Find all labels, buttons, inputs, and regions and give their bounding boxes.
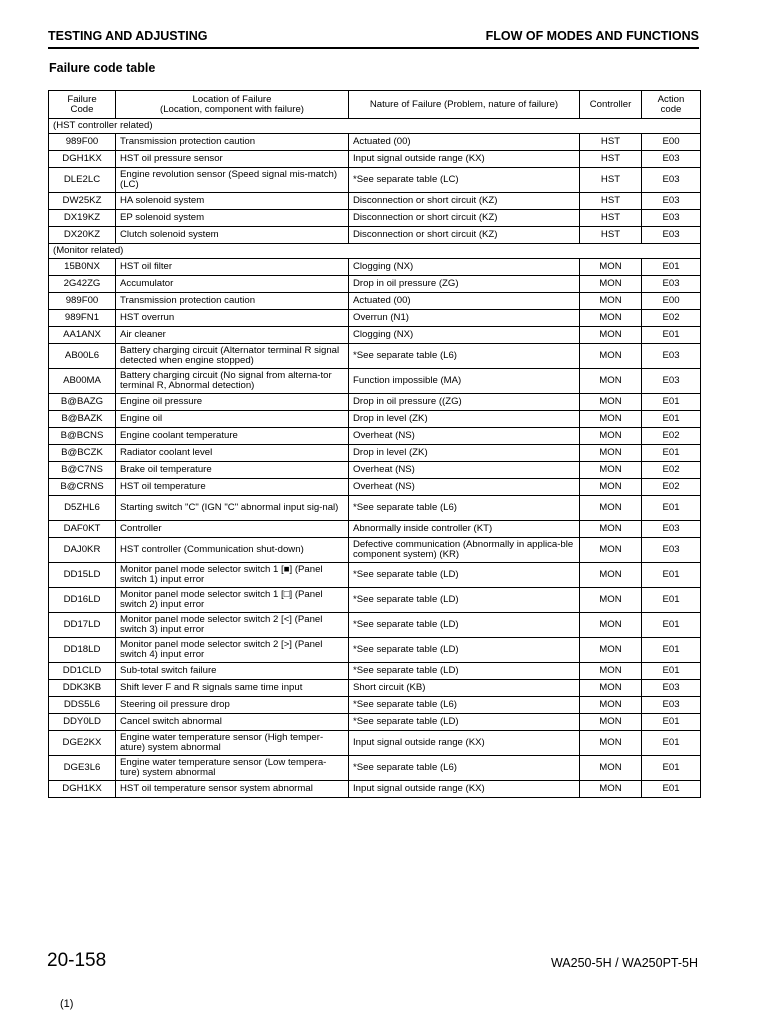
controller-cell: MON: [580, 697, 642, 714]
action-code-cell: E03: [642, 168, 701, 193]
nature-cell: Actuated (00): [349, 293, 580, 310]
group-label: (Monitor related): [49, 244, 701, 259]
table-row: [49, 521, 701, 538]
nature-cell: Actuated (00): [349, 134, 580, 151]
failure-code-cell: AB00MA: [49, 369, 116, 394]
controller-cell: MON: [580, 462, 642, 479]
action-code-cell: E02: [642, 479, 701, 496]
nature-cell: *See separate table (L6): [349, 697, 580, 714]
nature-cell: Drop in level (ZK): [349, 411, 580, 428]
table-row: [49, 193, 701, 210]
location-cell: HST overrun: [116, 310, 349, 327]
table-row: [49, 496, 701, 521]
action-code-cell: E03: [642, 538, 701, 563]
location-cell: Transmission protection caution: [116, 293, 349, 310]
failure-code-cell: B@BAZK: [49, 411, 116, 428]
location-cell: Starting switch "C" (IGN "C" abnormal input sig-nal): [116, 496, 349, 521]
failure-code-cell: DX19KZ: [49, 210, 116, 227]
table-row: [49, 680, 701, 697]
controller-cell: MON: [580, 538, 642, 563]
failure-code-cell: D5ZHL6: [49, 496, 116, 521]
model-name: WA250-5H / WA250PT-5H: [550, 956, 698, 970]
nature-cell: Input signal outside range (KX): [349, 151, 580, 168]
failure-code-cell: DD16LD: [49, 588, 116, 613]
location-cell: HST oil filter: [116, 259, 349, 276]
nature-cell: *See separate table (L6): [349, 756, 580, 781]
table-row: [49, 259, 701, 276]
failure-code-cell: B@C7NS: [49, 462, 116, 479]
table-row: [49, 394, 701, 411]
controller-cell: HST: [580, 210, 642, 227]
failure-code-cell: 2G42ZG: [49, 276, 116, 293]
location-cell: Engine oil pressure: [116, 394, 349, 411]
nature-cell: Overheat (NS): [349, 462, 580, 479]
location-cell: Monitor panel mode selector switch 1 [■] (Panel switch 1) input error: [116, 563, 349, 588]
action-code-cell: E01: [642, 714, 701, 731]
table-row: [49, 168, 701, 193]
table-row: [49, 613, 701, 638]
table-row: [49, 697, 701, 714]
action-code-cell: E03: [642, 151, 701, 168]
failure-code-cell: B@CRNS: [49, 479, 116, 496]
nature-cell: Overheat (NS): [349, 479, 580, 496]
failure-code-cell: DD15LD: [49, 563, 116, 588]
table-row: [49, 134, 701, 151]
controller-cell: HST: [580, 168, 642, 193]
nature-cell: Disconnection or short circuit (KZ): [349, 210, 580, 227]
failure-code-cell: DAF0KT: [49, 521, 116, 538]
controller-cell: MON: [580, 731, 642, 756]
table-row: [49, 731, 701, 756]
column-header-failure-code: Failure Code: [49, 91, 116, 119]
action-code-cell: E02: [642, 310, 701, 327]
table-row: [49, 227, 701, 244]
header-rule: [48, 47, 699, 49]
controller-cell: MON: [580, 479, 642, 496]
failure-code-cell: DGE2KX: [49, 731, 116, 756]
action-code-cell: E02: [642, 428, 701, 445]
location-cell: HST oil temperature: [116, 479, 349, 496]
revision-number: (1): [60, 998, 74, 1010]
action-code-cell: E03: [642, 210, 701, 227]
failure-code-cell: DDK3KB: [49, 680, 116, 697]
action-code-cell: E01: [642, 756, 701, 781]
action-code-cell: E01: [642, 327, 701, 344]
failure-code-cell: DD17LD: [49, 613, 116, 638]
column-header-action-code: Action code: [642, 91, 701, 119]
header-section-name: TESTING AND ADJUSTING: [48, 29, 208, 43]
controller-cell: MON: [580, 680, 642, 697]
nature-cell: Short circuit (KB): [349, 680, 580, 697]
failure-code-cell: B@BCZK: [49, 445, 116, 462]
failure-code-cell: B@BAZG: [49, 394, 116, 411]
controller-cell: HST: [580, 134, 642, 151]
table-body: [49, 119, 701, 798]
controller-cell: MON: [580, 310, 642, 327]
failure-code-cell: DD1CLD: [49, 663, 116, 680]
nature-cell: Input signal outside range (KX): [349, 731, 580, 756]
location-cell: Engine oil: [116, 411, 349, 428]
nature-cell: Function impossible (MA): [349, 369, 580, 394]
table-row: [49, 714, 701, 731]
nature-cell: *See separate table (L6): [349, 496, 580, 521]
action-code-cell: E01: [642, 663, 701, 680]
controller-cell: HST: [580, 193, 642, 210]
failure-code-cell: DGH1KX: [49, 781, 116, 798]
failure-code-cell: DLE2LC: [49, 168, 116, 193]
nature-cell: Clogging (NX): [349, 327, 580, 344]
location-cell: Battery charging circuit (Alternator terminal R signal detected when engine stopped): [116, 344, 349, 369]
action-code-cell: E01: [642, 731, 701, 756]
location-cell: Accumulator: [116, 276, 349, 293]
controller-cell: MON: [580, 369, 642, 394]
column-header-nature: Nature of Failure (Problem, nature of failure): [349, 91, 580, 119]
controller-cell: MON: [580, 445, 642, 462]
action-code-cell: E01: [642, 496, 701, 521]
nature-cell: Disconnection or short circuit (KZ): [349, 193, 580, 210]
failure-code-cell: AA1ANX: [49, 327, 116, 344]
action-code-cell: E03: [642, 369, 701, 394]
failure-code-cell: DGH1KX: [49, 151, 116, 168]
controller-cell: MON: [580, 428, 642, 445]
nature-cell: Input signal outside range (KX): [349, 781, 580, 798]
table-row: [49, 462, 701, 479]
controller-cell: MON: [580, 411, 642, 428]
controller-cell: MON: [580, 588, 642, 613]
location-cell: Engine water temperature sensor (Low tempera-ture) system abnormal: [116, 756, 349, 781]
controller-cell: MON: [580, 638, 642, 663]
nature-cell: *See separate table (LD): [349, 563, 580, 588]
action-code-cell: E03: [642, 193, 701, 210]
location-cell: Engine revolution sensor (Speed signal mis-match) (LC): [116, 168, 349, 193]
group-label: (HST controller related): [49, 119, 701, 134]
location-cell: Shift lever F and R signals same time input: [116, 680, 349, 697]
table-row: [49, 369, 701, 394]
location-cell: EP solenoid system: [116, 210, 349, 227]
table-row: [49, 445, 701, 462]
table-row: [49, 479, 701, 496]
failure-code-cell: B@BCNS: [49, 428, 116, 445]
action-code-cell: E01: [642, 259, 701, 276]
action-code-cell: E01: [642, 638, 701, 663]
action-code-cell: E03: [642, 521, 701, 538]
location-cell: Engine coolant temperature: [116, 428, 349, 445]
table-row: [49, 411, 701, 428]
nature-cell: Drop in level (ZK): [349, 445, 580, 462]
location-cell: Cancel switch abnormal: [116, 714, 349, 731]
table-row: [49, 310, 701, 327]
nature-cell: *See separate table (LD): [349, 714, 580, 731]
location-cell: Monitor panel mode selector switch 2 [>] (Panel switch 4) input error: [116, 638, 349, 663]
table-row: [49, 293, 701, 310]
table-row: [49, 276, 701, 293]
table-row: [49, 344, 701, 369]
location-cell: HST oil temperature sensor system abnormal: [116, 781, 349, 798]
controller-cell: MON: [580, 756, 642, 781]
nature-cell: Drop in oil pressure (ZG): [349, 276, 580, 293]
column-header-controller: Controller: [580, 91, 642, 119]
failure-code-cell: AB00L6: [49, 344, 116, 369]
controller-cell: HST: [580, 151, 642, 168]
table-row: [49, 428, 701, 445]
nature-cell: *See separate table (LD): [349, 588, 580, 613]
column-header-location: Location of Failure (Location, component with failure): [116, 91, 349, 119]
nature-cell: Drop in oil pressure ((ZG): [349, 394, 580, 411]
controller-cell: MON: [580, 259, 642, 276]
nature-cell: Overrun (N1): [349, 310, 580, 327]
group-header-row: [49, 244, 701, 259]
failure-code-cell: 989F00: [49, 293, 116, 310]
page-number: 20-158: [47, 950, 107, 971]
nature-cell: *See separate table (LD): [349, 613, 580, 638]
action-code-cell: E03: [642, 344, 701, 369]
table-row: [49, 756, 701, 781]
nature-cell: Overheat (NS): [349, 428, 580, 445]
action-code-cell: E01: [642, 563, 701, 588]
failure-code-cell: DDS5L6: [49, 697, 116, 714]
controller-cell: MON: [580, 663, 642, 680]
failure-code-cell: DAJ0KR: [49, 538, 116, 563]
failure-code-cell: 989F00: [49, 134, 116, 151]
action-code-cell: E03: [642, 680, 701, 697]
controller-cell: MON: [580, 496, 642, 521]
location-cell: HST controller (Communication shut-down): [116, 538, 349, 563]
table-row: [49, 538, 701, 563]
failure-code-cell: DGE3L6: [49, 756, 116, 781]
location-cell: Clutch solenoid system: [116, 227, 349, 244]
controller-cell: MON: [580, 327, 642, 344]
location-cell: Brake oil temperature: [116, 462, 349, 479]
failure-code-cell: DW25KZ: [49, 193, 116, 210]
nature-cell: *See separate table (LD): [349, 638, 580, 663]
action-code-cell: E01: [642, 781, 701, 798]
nature-cell: *See separate table (L6): [349, 344, 580, 369]
controller-cell: MON: [580, 344, 642, 369]
table-row: [49, 151, 701, 168]
location-cell: Sub-total switch failure: [116, 663, 349, 680]
location-cell: Monitor panel mode selector switch 2 [<] (Panel switch 3) input error: [116, 613, 349, 638]
location-cell: Controller: [116, 521, 349, 538]
controller-cell: HST: [580, 227, 642, 244]
table-row: [49, 588, 701, 613]
location-cell: Engine water temperature sensor (High temper-ature) system abnormal: [116, 731, 349, 756]
action-code-cell: E01: [642, 445, 701, 462]
table-header-row: [49, 91, 701, 119]
controller-cell: MON: [580, 613, 642, 638]
table-row: [49, 210, 701, 227]
failure-code-cell: DD18LD: [49, 638, 116, 663]
controller-cell: MON: [580, 521, 642, 538]
action-code-cell: E03: [642, 227, 701, 244]
nature-cell: *See separate table (LD): [349, 663, 580, 680]
header-chapter-name: FLOW OF MODES AND FUNCTIONS: [485, 29, 699, 43]
location-cell: HST oil pressure sensor: [116, 151, 349, 168]
controller-cell: MON: [580, 714, 642, 731]
action-code-cell: E03: [642, 276, 701, 293]
location-cell: Steering oil pressure drop: [116, 697, 349, 714]
action-code-cell: E00: [642, 293, 701, 310]
group-header-row: [49, 119, 701, 134]
failure-code-table: [48, 90, 701, 798]
failure-code-cell: DDY0LD: [49, 714, 116, 731]
action-code-cell: E00: [642, 134, 701, 151]
location-cell: Air cleaner: [116, 327, 349, 344]
controller-cell: MON: [580, 394, 642, 411]
controller-cell: MON: [580, 781, 642, 798]
action-code-cell: E02: [642, 462, 701, 479]
nature-cell: Clogging (NX): [349, 259, 580, 276]
failure-code-cell: 15B0NX: [49, 259, 116, 276]
section-title: Failure code table: [49, 61, 156, 75]
table-row: [49, 327, 701, 344]
action-code-cell: E03: [642, 697, 701, 714]
action-code-cell: E01: [642, 411, 701, 428]
controller-cell: MON: [580, 293, 642, 310]
failure-code-cell: DX20KZ: [49, 227, 116, 244]
controller-cell: MON: [580, 563, 642, 588]
table-row: [49, 563, 701, 588]
page-header: [48, 29, 699, 43]
location-cell: Radiator coolant level: [116, 445, 349, 462]
table-row: [49, 638, 701, 663]
location-cell: Battery charging circuit (No signal from alterna-tor terminal R, Abnormal detection): [116, 369, 349, 394]
nature-cell: Defective communication (Abnormally in applica-ble component system) (KR): [349, 538, 580, 563]
action-code-cell: E01: [642, 613, 701, 638]
controller-cell: MON: [580, 276, 642, 293]
nature-cell: Abnormally inside controller (KT): [349, 521, 580, 538]
nature-cell: *See separate table (LC): [349, 168, 580, 193]
action-code-cell: E01: [642, 588, 701, 613]
location-cell: HA solenoid system: [116, 193, 349, 210]
action-code-cell: E01: [642, 394, 701, 411]
failure-code-cell: 989FN1: [49, 310, 116, 327]
nature-cell: Disconnection or short circuit (KZ): [349, 227, 580, 244]
location-cell: Transmission protection caution: [116, 134, 349, 151]
table-row: [49, 781, 701, 798]
table-row: [49, 663, 701, 680]
location-cell: Monitor panel mode selector switch 1 [□] (Panel switch 2) input error: [116, 588, 349, 613]
